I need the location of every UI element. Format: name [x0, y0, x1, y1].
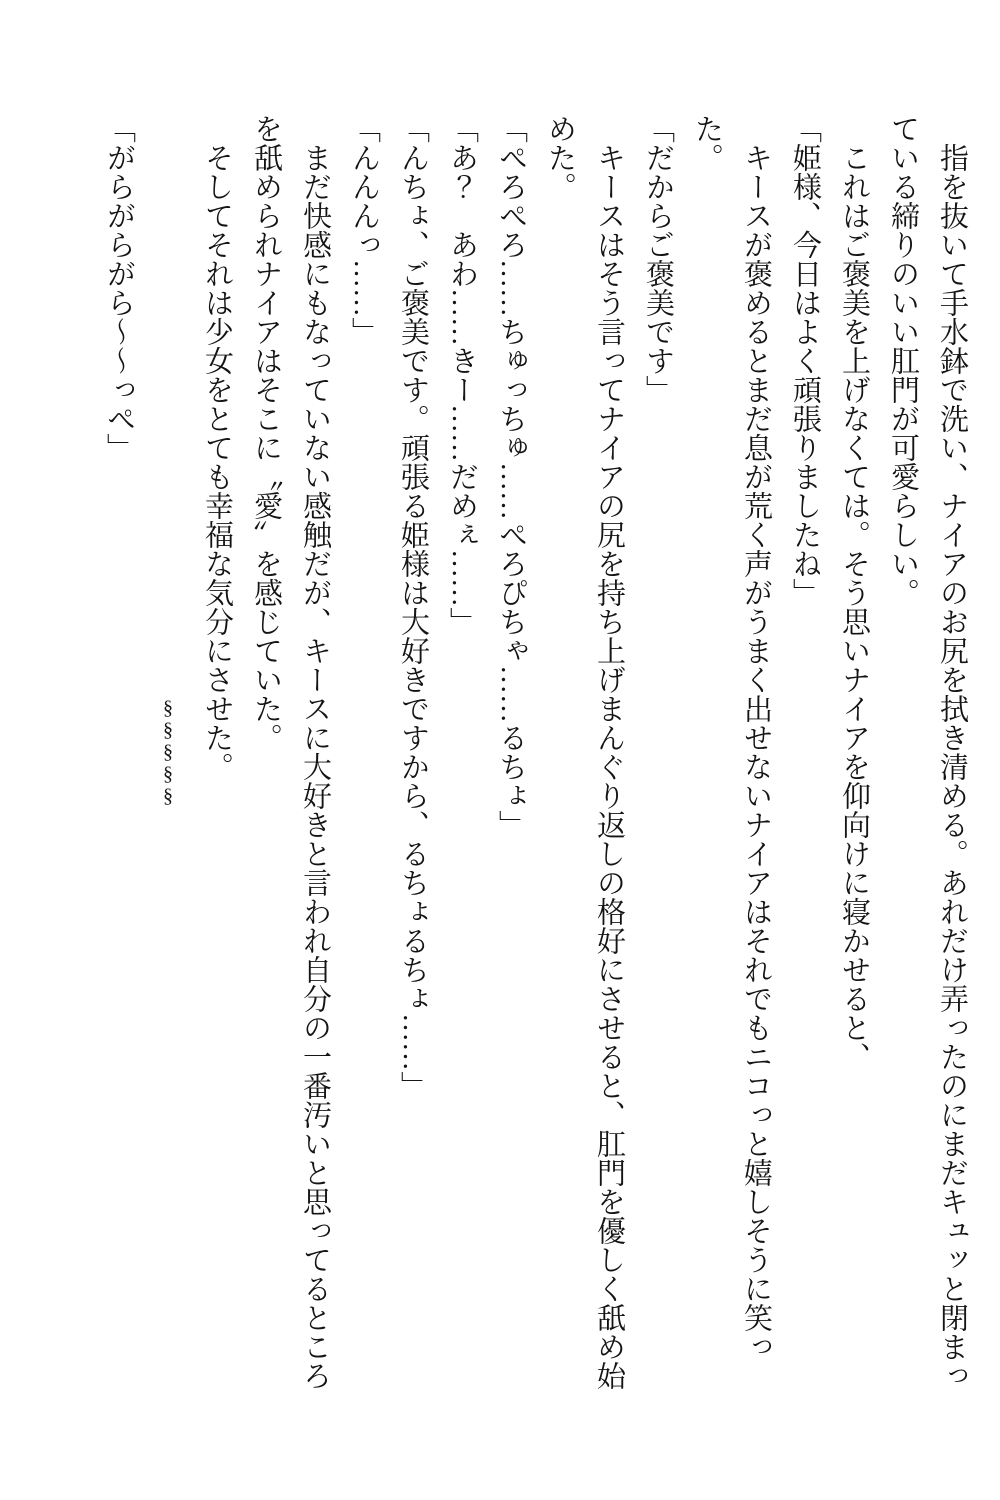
paragraph-dialogue: 「んんんっ……」	[348, 114, 380, 346]
paragraph-narrative: キースが褒めるとまだ息が荒く声がうまく出せないナイアはそれでもニコっと嬉しそうに笑った。	[691, 114, 772, 1361]
scene-divider: §§§§§	[157, 697, 179, 807]
paragraph-narrative: 指を抜いて手水鉢で洗い、ナイアのお尻を拭き清める。あれだけ弄ったのにまだキュッと閉まっている締りのいい肛門が可愛らしい。	[887, 114, 968, 1390]
paragraph-dialogue: 「がらがらがら〜〜っぺ」	[103, 114, 135, 462]
vertical-text-block	[94, 114, 976, 1390]
paragraph-dialogue: 「だからご褒美です」	[642, 114, 674, 404]
paragraph-narrative: キースはそう言ってナイアの尻を持ち上げまんぐり返しの格好にさせると、肛門を優しく舐め始めた。	[544, 114, 625, 1390]
paragraph-dialogue: 「あ？ あわ……きー……だめぇ……」	[446, 114, 478, 636]
paragraph-narrative: まだ快感にもなっていない感触だが、キースに大好きと言われ自分の一番汚いと思ってるところを舐められナイアはそこに〝愛〟を感じていた。	[250, 114, 331, 1390]
paragraph-dialogue: 「姫様、今日はよく頑張りましたね」	[789, 114, 821, 607]
paragraph-dialogue: 「んちょ、ご褒美です。頑張る姫様は大好きですから、るちょるちょ……」	[397, 114, 429, 1100]
paragraph-narrative: これはご褒美を上げなくては。そう思いナイアを仰向けに寝かせると、	[838, 143, 870, 1071]
paragraph-narrative: そしてそれは少女をとても幸福な気分にさせた。	[201, 143, 233, 781]
paragraph-dialogue: 「ぺろぺろ……ちゅっちゅ……ぺろぴちゃ……るちょ」	[495, 114, 527, 839]
